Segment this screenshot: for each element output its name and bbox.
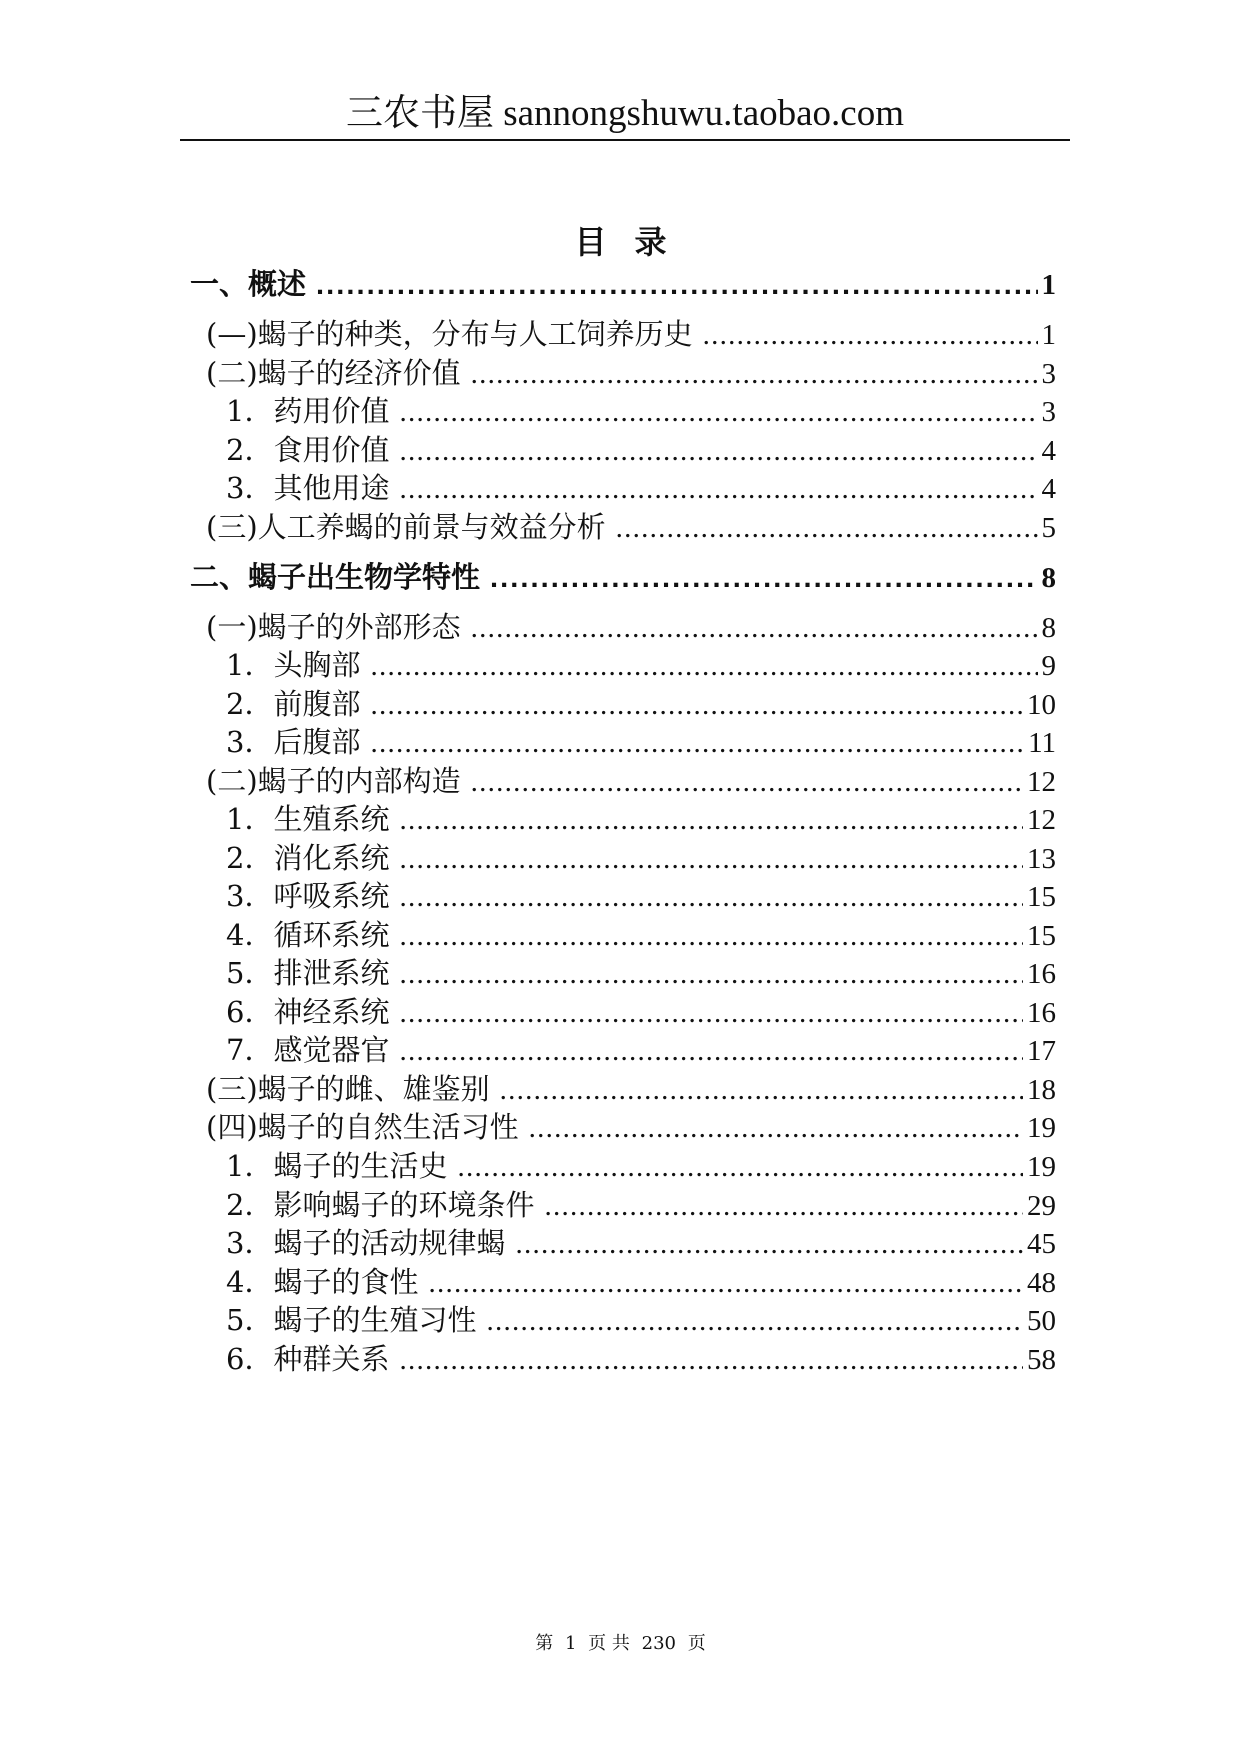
toc-entry-title: 一、概述 [190, 267, 307, 301]
toc-entry-title: 2．前腹部 [226, 687, 361, 721]
toc-entry-title: 2．影响蝎子的环境条件 [226, 1188, 535, 1222]
toc-entry-title: 3．蝎子的活动规律蝎 [226, 1226, 506, 1260]
toc-entry-page: 50 [1027, 1305, 1056, 1337]
toc-dot-leader [399, 396, 1037, 429]
toc-entry-title: 6．神经系统 [226, 995, 390, 1029]
toc-dot-leader [428, 1267, 1023, 1300]
toc-dot-leader [515, 1228, 1023, 1261]
toc-entry-title: 4．蝎子的食性 [226, 1265, 419, 1299]
footer-prefix: 第 [535, 1633, 554, 1654]
toc-dot-leader [471, 358, 1038, 391]
toc-entry-page: 19 [1027, 1112, 1056, 1144]
toc-entry-page: 3 [1041, 358, 1056, 390]
toc-entry-page: 10 [1027, 689, 1056, 721]
toc-entry-page: 17 [1027, 1035, 1056, 1067]
toc-dot-leader [703, 319, 1038, 352]
toc-entry-page: 29 [1027, 1190, 1056, 1222]
toc-entry-page: 8 [1041, 612, 1056, 644]
toc-entry-page: 58 [1027, 1344, 1056, 1376]
toc-dot-leader [399, 804, 1023, 837]
footer-suffix: 页 [687, 1633, 706, 1654]
toc-entry-title: (一)蝎子的外部形态 [206, 610, 461, 644]
toc-dot-leader [316, 269, 1037, 302]
toc-entry-title: 二、蝎子出生物学特性 [190, 560, 481, 594]
toc-entry-page: 9 [1041, 650, 1056, 682]
toc-entry-title: 2．食用价值 [226, 433, 390, 467]
footer-total-pages: 230 [641, 1633, 676, 1654]
toc-entry-page: 4 [1041, 473, 1056, 505]
toc-entry-page: 8 [1041, 562, 1056, 594]
toc-dot-leader [399, 843, 1023, 876]
toc-dot-leader [399, 1035, 1023, 1068]
toc-entry-title: 6．种群关系 [226, 1342, 390, 1376]
toc-entry-page: 1 [1041, 319, 1056, 351]
toc-entry-page: 13 [1027, 843, 1056, 875]
toc-entry-title: 1．药用价值 [226, 394, 390, 428]
toc-entry-title: (四)蝎子的自然生活习性 [206, 1110, 519, 1144]
toc-title: 目录 [574, 223, 695, 261]
toc-entry-page: 5 [1041, 512, 1056, 544]
toc-chapter-entry [190, 262, 1056, 308]
toc-entry-title: (二)蝎子的内部构造 [206, 764, 461, 798]
page-header: 三农书屋 sannongshuwu.taobao.com [345, 93, 905, 134]
toc-entry-title: 3．呼吸系统 [226, 879, 390, 913]
toc-dot-leader [399, 1344, 1023, 1377]
toc-chapter-entry [190, 555, 1056, 601]
toc-entry-title: 5．排泄系统 [226, 956, 390, 990]
toc-dot-leader [500, 1074, 1023, 1107]
toc-entry-page: 3 [1041, 396, 1056, 428]
toc-entry-title: 4．循环系统 [226, 918, 390, 952]
toc-entry-title: 2．消化系统 [226, 841, 390, 875]
toc-entry-page: 1 [1041, 269, 1056, 301]
toc-entry-page: 15 [1027, 881, 1056, 913]
toc-entry-title: 3．其他用途 [226, 471, 390, 505]
toc-entry-title: (—)蝎子的种类，分布与人工饲养历史 [206, 317, 693, 351]
toc-dot-leader [471, 612, 1038, 645]
toc-entry-title: 1．生殖系统 [226, 802, 390, 836]
toc-dot-leader [370, 650, 1037, 683]
toc-entry-title: (三)蝎子的雌、雄鉴别 [206, 1072, 490, 1106]
toc-entry-page: 15 [1027, 920, 1056, 952]
toc-dot-leader [486, 1305, 1023, 1338]
toc-section-entry [206, 505, 1056, 551]
toc-entry-title: 5．蝎子的生殖习性 [226, 1303, 477, 1337]
toc-dot-leader [370, 727, 1024, 760]
toc-dot-leader [370, 689, 1023, 722]
toc-dot-leader [399, 920, 1023, 953]
toc-dot-leader [490, 562, 1037, 595]
footer-current-page: 1 [564, 1633, 577, 1654]
toc-entry-title: 1．头胸部 [226, 648, 361, 682]
toc-dot-leader [399, 435, 1037, 468]
toc-entry-page: 12 [1027, 766, 1056, 798]
toc-entry-title: 3．后腹部 [226, 725, 361, 759]
toc-dot-leader [544, 1190, 1023, 1223]
toc-dot-leader [529, 1112, 1023, 1145]
toc-dot-leader [399, 473, 1037, 506]
toc-dot-leader [399, 997, 1023, 1030]
toc-entry-page: 12 [1027, 804, 1056, 836]
toc-entry-page: 19 [1027, 1151, 1056, 1183]
toc-entry-page: 16 [1027, 958, 1056, 990]
toc-dot-leader [399, 881, 1023, 914]
toc-dot-leader [457, 1151, 1023, 1184]
toc-subsection-entry [226, 1337, 1056, 1383]
toc-dot-leader [616, 512, 1038, 545]
toc-entry-title: 7．感觉器官 [226, 1033, 390, 1067]
toc-entry-page: 45 [1027, 1228, 1056, 1260]
toc-entry-page: 18 [1027, 1074, 1056, 1106]
toc-entry-title: 1．蝎子的生活史 [226, 1149, 448, 1183]
footer-middle: 页 共 [588, 1633, 630, 1654]
page-footer [0, 1632, 1241, 1656]
toc-entry-page: 4 [1041, 435, 1056, 467]
toc-entry-page: 11 [1028, 727, 1056, 759]
toc-dot-leader [471, 766, 1023, 799]
toc-entry-title: (三)人工养蝎的前景与效益分析 [206, 510, 606, 544]
toc-entry-page: 16 [1027, 997, 1056, 1029]
toc-entry-page: 48 [1027, 1267, 1056, 1299]
toc-dot-leader [399, 958, 1023, 991]
toc-entry-title: (二)蝎子的经济价值 [206, 356, 461, 390]
